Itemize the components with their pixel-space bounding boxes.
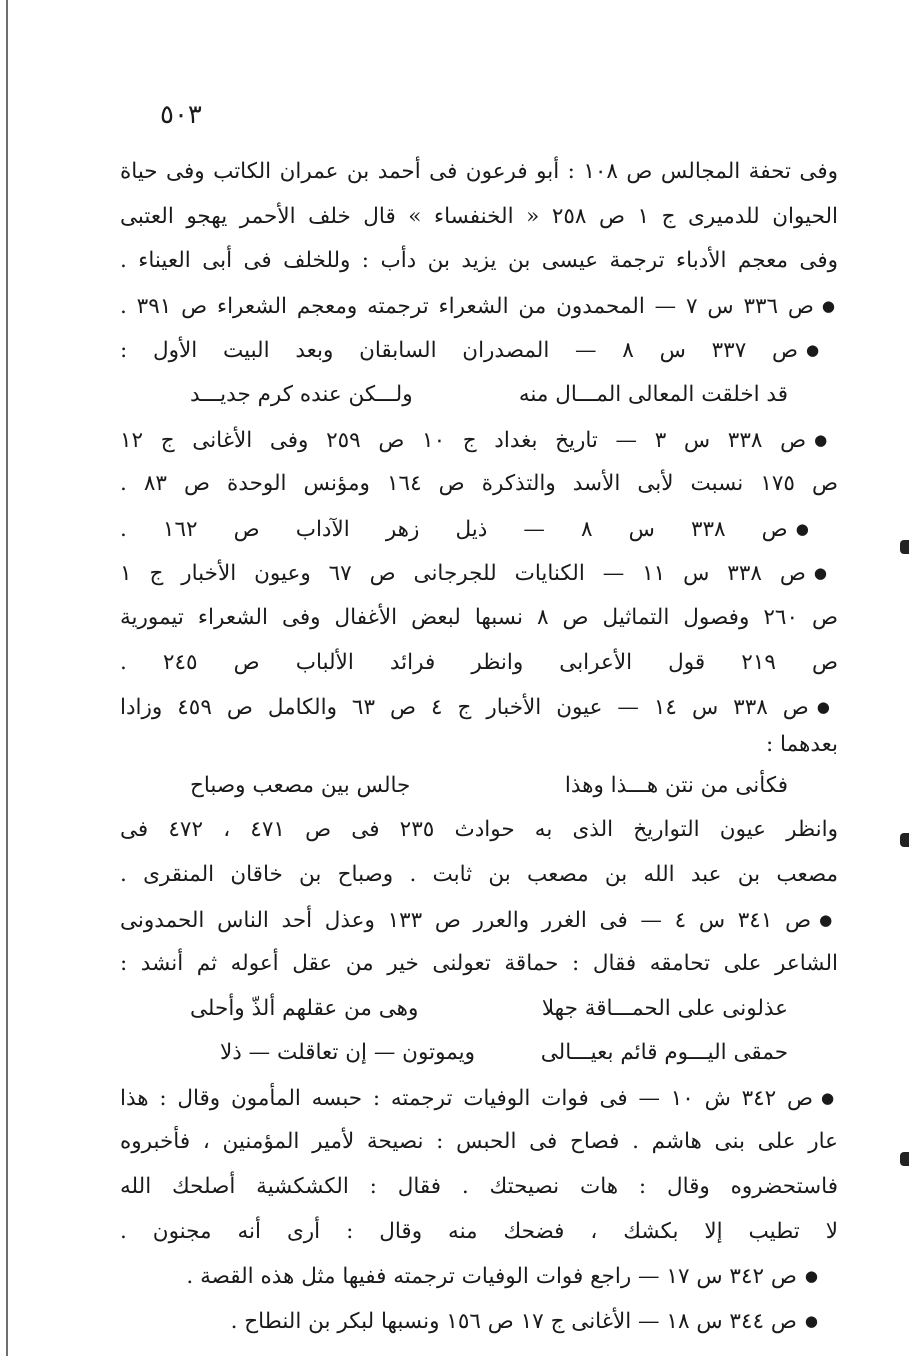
bullet-entry: ● ص ٣٤١ س ٤ — فى الغرر والعرر ص ١٣٣ وعذل أحد الناس الحمدونى (120, 898, 838, 943)
verse-line (120, 764, 838, 809)
verse-hemistich-second: ولـــكن عنده كرم جديـــد (190, 381, 413, 407)
text-line: وفى تحفة المجالس ص ١٠٨ : أبو فرعون فى أحمد بن عمران الكاتب وفى حياة (120, 159, 838, 184)
text-line: ص ٢٦٠ وفصول التماثيل ص ٨ نسبها لبعض الأغفال وفى الشعراء تيمورية (120, 604, 838, 630)
text-line: بعدهما : (765, 731, 838, 757)
text-line: الشاعر على تحامقه فقال : حماقة تعولنى خير من عقل أعوله ثم أنشد : (120, 951, 838, 977)
bullet-entry: ● ص ٣٤٢ ش ١٠ — فى فوات الوفيات ترجمته : حبسه المأمون وقال : هذا (120, 1076, 838, 1121)
verse-line (120, 1031, 838, 1076)
bullet-entry: ● ص ٣٤٢ س ١٧ — راجع فوات الوفيات ترجمته ففيها مثل هذه القصة . (120, 1254, 838, 1299)
bullet-entry: ● ص ٣٤٤ س ١٨ — الأغانى ج ١٧ ص ١٥٦ ونسبها لبكر بن النطاح . (120, 1299, 838, 1344)
text-line: الحيوان للدميرى ج ١ ص ٢٥٨ « الخنفساء » قال خلف الأحمر يهجو العتبى (120, 203, 838, 229)
verse-hemistich-first: حمقى اليـــوم قائم بعيـــالى (540, 1040, 788, 1066)
verse-hemistich-second: ويموتون — إن تعاقلت — ذلا (220, 1040, 475, 1066)
edge-mark (900, 1152, 909, 1166)
text-line: فاستحضروه وقال : هات نصيحتك . فقال : الكشكشية أصلحك الله (120, 1174, 838, 1200)
bullet-entry: ● ص ٣٣٨ س ٨ — ذيل زهر الآداب ص ١٦٢ . (120, 507, 838, 552)
verse-hemistich-second: جالس بين مصعب وصباح (190, 772, 411, 798)
text-line: ص ١٧٥ نسبت لأبى الأسد والتذكرة ص ١٦٤ ومؤنس الوحدة ص ٨٣ . (120, 471, 838, 497)
text-line: مصعب بن عبد الله بن مصعب بن ثابت . وصباح بن خاقان المنقرى . (120, 861, 838, 887)
verse-hemistich-first: قد اخلقت المعالى المـــال منه (518, 381, 788, 407)
page-edge (6, 0, 8, 1356)
text-line: وانظر عيون التواريخ الذى به حوادث ٢٣٥ فى ص ٤٧١ ، ٤٧٢ فى (120, 817, 838, 843)
verse-hemistich-first: عذلونى على الحمـــاقة جهلا (541, 995, 788, 1021)
verse-hemistich-first: فكأنى من نتن هـــذا وهذا (564, 772, 788, 798)
bullet-entry: ● ص ٣٣٨ س ٣ — تاريخ بغداد ج ١٠ ص ٢٥٩ وفى الأغانى ج ١٢ (120, 418, 838, 463)
bullet-entry: ● ص ٣٣٧ س ٨ — المصدران السابقان وبعد البيت الأول : (120, 328, 838, 373)
bullet-entry: ● ص ٣٣٨ س ١١ — الكنايات للجرجانى ص ٦٧ وعيون الأخبار ج ١ (120, 551, 838, 596)
text-line: لا تطيب إلا بكشك ، فضحك منه وقال : أرى أنه مجنون . (120, 1218, 838, 1244)
edge-mark (900, 833, 909, 847)
text-line: وفى معجم الأدباء ترجمة عيسى بن يزيد بن دأب : وللخلف فى أبى العيناء . (120, 248, 838, 274)
bullet-entry: ● ص ٣٣٦ س ٧ — المحمدون من الشعراء ترجمته ومعجم الشعراء ص ٣٩١ . (120, 284, 838, 329)
verse-line (120, 373, 838, 418)
page-body (120, 150, 838, 1343)
verse-line (120, 987, 838, 1032)
verse-hemistich-second: وهى من عقلهم ألذّ وأحلى (190, 995, 419, 1021)
edge-mark (900, 540, 909, 554)
text-line: ص ٢١٩ قول الأعرابى وانظر فرائد الألباب ص ٢٤٥ . (120, 649, 838, 675)
text-line: عار على بنى هاشم . فصاح فى الحبس : نصيحة لأمير المؤمنين ، فأخبروه (120, 1129, 838, 1155)
bullet-entry: ● ص ٣٣٨ س ١٤ — عيون الأخبار ج ٤ ص ٦٣ والكامل ص ٤٥٩ وزادا (120, 685, 838, 730)
page-number: ٥٠٣ (160, 100, 202, 130)
